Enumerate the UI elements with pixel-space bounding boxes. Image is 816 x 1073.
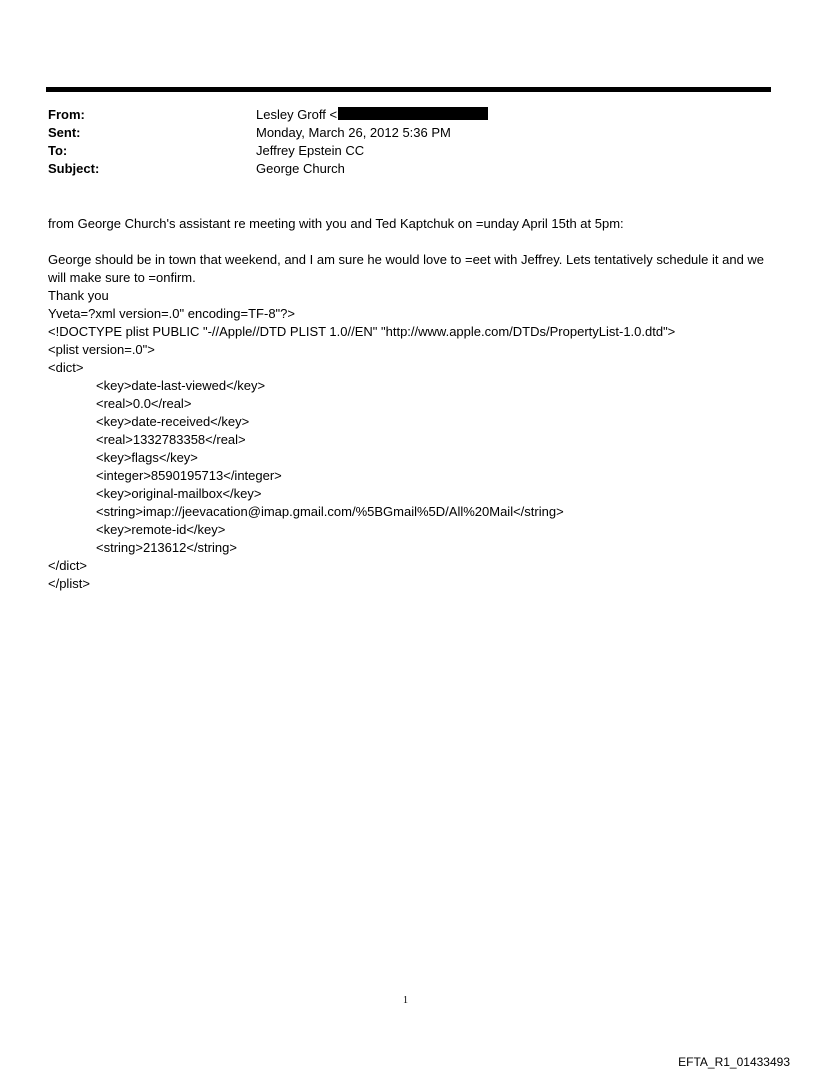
dict-line: <key>date-last-viewed</key> xyxy=(96,378,266,393)
document-id: EFTA_R1_01433493 xyxy=(678,1055,790,1069)
subject-value: George Church xyxy=(256,161,345,176)
to-label: To: xyxy=(48,143,68,158)
dict-line: <string>imap://jeevacation@imap.gmail.com/%5BGmail%5D/All%20Mail</string> xyxy=(96,504,564,519)
dict-line: <key>original-mailbox</key> xyxy=(96,486,262,501)
dict-close: </dict> xyxy=(48,558,88,573)
subject-label: Subject: xyxy=(48,161,100,176)
plist-close: </plist> xyxy=(48,576,90,591)
header-rule xyxy=(46,87,771,92)
dict-line: <real>0.0</real> xyxy=(96,396,192,411)
email-header xyxy=(48,106,768,178)
from-row xyxy=(48,106,768,124)
to-value: Jeffrey Epstein CC xyxy=(256,143,365,158)
dict-line: <string>213612</string> xyxy=(96,540,237,555)
sent-label: Sent: xyxy=(48,125,81,140)
body-signature: Yveta=?xml version=.0" encoding=TF-8"?> xyxy=(48,306,295,321)
from-value xyxy=(256,106,488,124)
dict-open: <dict> xyxy=(48,360,84,375)
subject-row xyxy=(48,160,768,178)
from-label: From: xyxy=(48,107,85,122)
paragraph-gap xyxy=(48,233,768,251)
to-row xyxy=(48,142,768,160)
dict-line: <key>remote-id</key> xyxy=(96,522,226,537)
dict-line: <key>flags</key> xyxy=(96,450,198,465)
plist-open: <plist version=.0"> xyxy=(48,342,155,357)
dict-line: <key>date-received</key> xyxy=(96,414,250,429)
body-intro: from George Church's assistant re meeting with you and Ted Kaptchuk on =unday April 15th at 5pm: xyxy=(48,216,624,231)
email-body xyxy=(48,215,768,593)
page-number: 1 xyxy=(403,995,408,1006)
sent-row xyxy=(48,124,768,142)
dict-line: <real>1332783358</real> xyxy=(96,432,246,447)
dict-line: <integer>8590195713</integer> xyxy=(96,468,282,483)
body-paragraph: George should be in town that weekend, and I am sure he would love to =eet with Jeffrey. Lets tentatively schedule it and we will make sure to =onfirm. xyxy=(48,252,765,285)
from-name: Lesley Groff < xyxy=(256,107,338,122)
sent-value: Monday, March 26, 2012 5:36 PM xyxy=(256,125,451,140)
body-thanks: Thank you xyxy=(48,288,109,303)
plist-doctype: <!DOCTYPE plist PUBLIC "-//Apple//DTD PLIST 1.0//EN" "http://www.apple.com/DTDs/PropertyList-1.0.dtd"> xyxy=(48,324,676,339)
redaction-block xyxy=(338,107,488,120)
